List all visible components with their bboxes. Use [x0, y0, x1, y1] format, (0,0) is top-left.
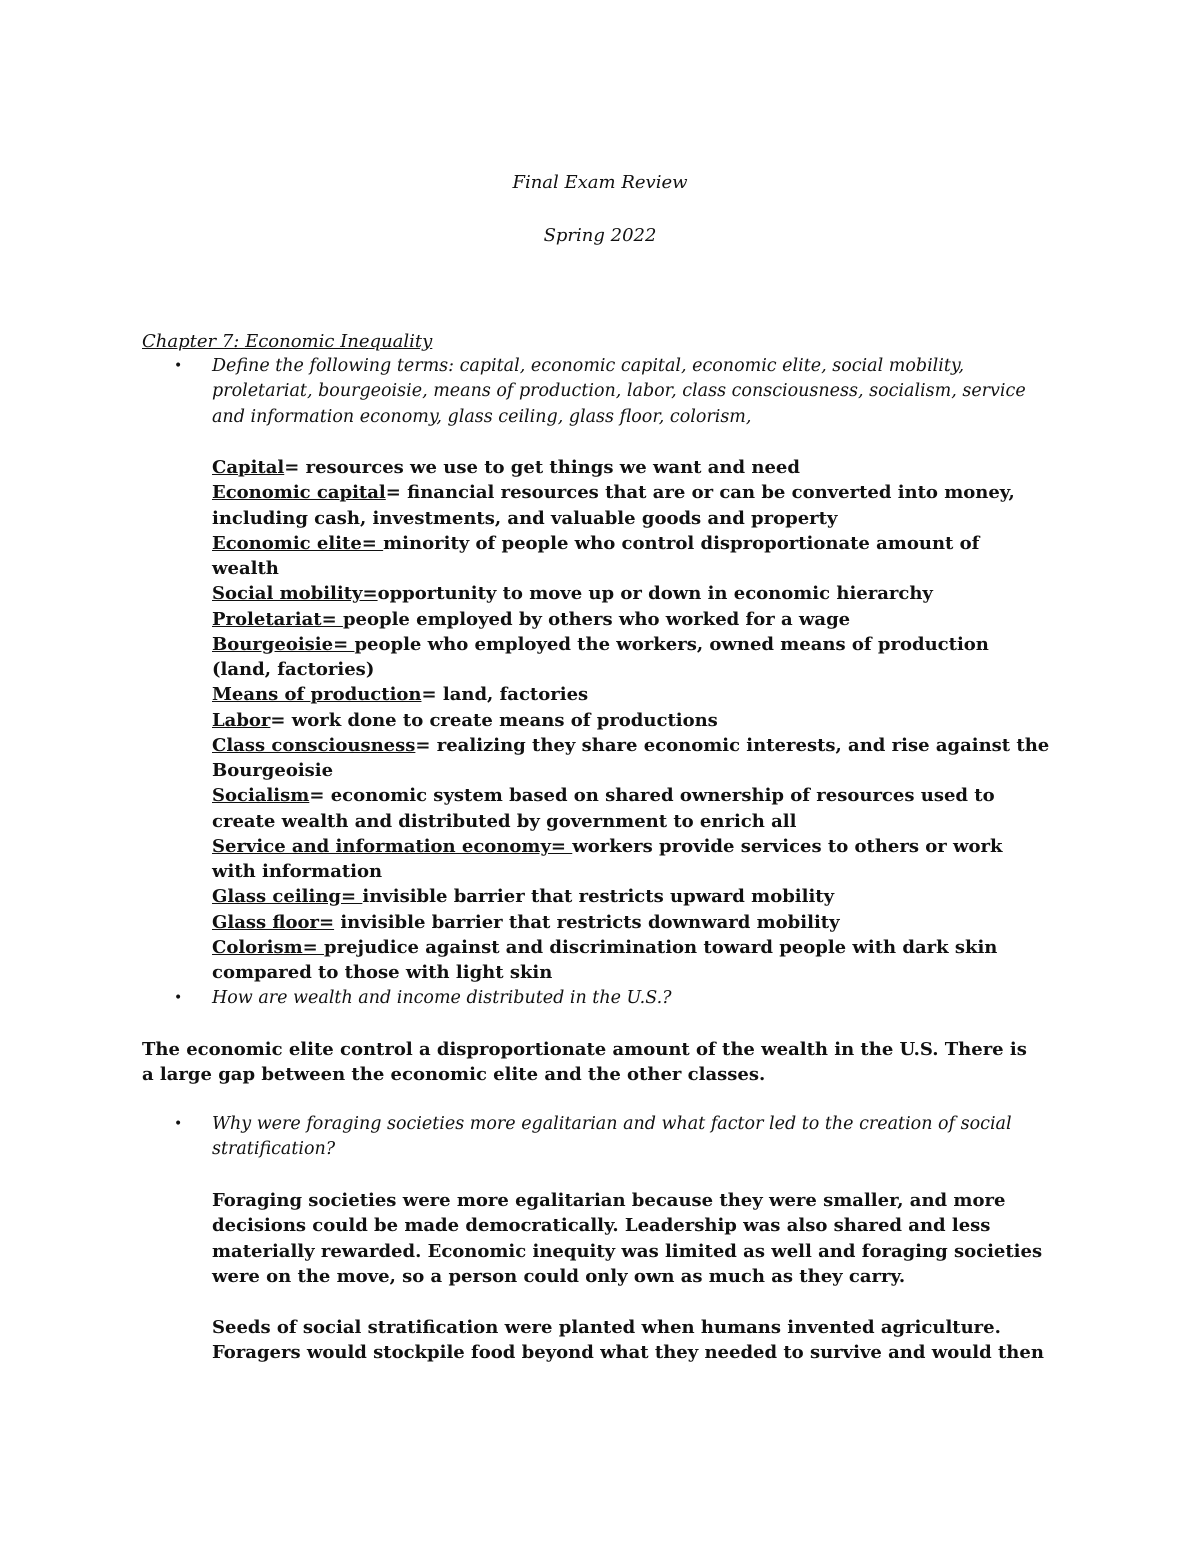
definition-term: Socialism — [212, 785, 310, 807]
definitions-list — [212, 455, 1052, 985]
definition-text: workers provide services to others or work with information — [212, 835, 1003, 882]
definition-separator: = — [309, 785, 325, 807]
definition-text: invisible barrier that restricts upward mobility — [362, 886, 835, 908]
definition-separator: = — [270, 709, 286, 731]
definition-item — [212, 834, 1052, 885]
definition-term: Social mobility= — [212, 583, 378, 605]
definition-term: Glass floor= — [212, 911, 335, 933]
definition-text: prejudice against and discrimination toward people with dark skin compared to those with light skin — [212, 936, 998, 983]
definition-term: Labor — [212, 709, 271, 731]
question-text: How are wealth and income distributed in the U.S.? — [212, 988, 672, 1008]
definition-text: minority of people who control disproportionate amount of wealth — [212, 532, 980, 579]
definition-separator: = — [421, 684, 437, 706]
bullet-icon: • — [174, 1116, 183, 1132]
definition-text: land, factories — [436, 684, 589, 706]
definition-item — [212, 480, 1052, 531]
definition-term: Service and information economy= — [212, 835, 573, 857]
definition-text: realizing they share economic interests, and rise against the Bourgeoisie — [212, 734, 1050, 781]
definition-item — [212, 607, 1052, 632]
definition-separator: = — [385, 482, 401, 504]
definition-term: Bourgeoisie= — [212, 633, 355, 655]
definition-item — [212, 783, 1052, 834]
definition-item — [212, 455, 1052, 480]
definition-text: economic system based on shared ownership of resources used to create wealth and distributed by government to enrich all — [212, 785, 995, 832]
question-text: Why were foraging societies more egalitarian and what factor led to the creation of social stratification? — [212, 1114, 1012, 1160]
definition-term: Proletariat= — [212, 608, 343, 630]
document-subtitle: Spring 2022 — [543, 225, 657, 246]
definition-text: resources we use to get things we want and need — [299, 457, 800, 478]
definition-item — [212, 682, 1052, 707]
definition-text: invisible barrier that restricts downward mobility — [334, 911, 840, 933]
definition-item — [212, 910, 1052, 935]
definition-term: Economic elite= — [212, 532, 384, 554]
definition-text: people who employed the workers, owned means of production (land, factories) — [212, 633, 989, 680]
definition-term: Colorism= — [212, 936, 325, 958]
bullet-icon: • — [174, 990, 183, 1006]
definition-separator: = — [284, 457, 300, 478]
definition-term: Economic capital — [212, 482, 386, 504]
answer-paragraph: The economic elite control a disproportionate amount of the wealth in the U.S. There is a large gap between the economic elite and the other classes. — [142, 1039, 1027, 1086]
definition-item — [212, 531, 1052, 582]
bullet-icon: • — [174, 358, 183, 374]
definition-text: financial resources that are or can be converted into money, including cash, investments, and valuable goods and property — [212, 482, 1015, 529]
definition-text: work done to create means of productions — [285, 709, 718, 731]
document-title: Final Exam Review — [512, 172, 688, 193]
definition-term: Means of production — [212, 684, 422, 706]
answer-paragraph: Seeds of social stratification were planted when humans invented agriculture. Foragers would stockpile food beyond what they needed to survive and would then — [212, 1317, 1044, 1364]
definition-item — [212, 884, 1052, 909]
definition-term: Glass ceiling= — [212, 886, 363, 908]
definition-term: Class consciousness — [212, 734, 416, 756]
definition-item — [212, 632, 1052, 683]
definition-term: Capital — [212, 457, 285, 478]
definition-text: opportunity to move up or down in economic hierarchy — [377, 583, 933, 605]
definition-item — [212, 733, 1052, 784]
definition-separator: = — [415, 734, 431, 756]
definition-item — [212, 935, 1052, 986]
question-text: Define the following terms: capital, economic capital, economic elite, social mobility, proletariat, bourgeoisie, means of production, labor, class consciousness, socialism, service and information economy, glass ceiling, glass floor, colorism, — [212, 356, 1026, 427]
definition-item — [212, 581, 1052, 606]
answer-paragraph: Foraging societies were more egalitarian because they were smaller, and more decisions could be made democratically. Leadership was also shared and less materially rewarded. Economic inequity was limited as well and foraging societies were on the move, so a person could only own as much as they carry. — [212, 1190, 1043, 1287]
definition-text: people employed by others who worked for a wage — [342, 608, 851, 630]
chapter-heading: Chapter 7: Economic Inequality — [142, 331, 433, 352]
definition-item — [212, 708, 1052, 733]
